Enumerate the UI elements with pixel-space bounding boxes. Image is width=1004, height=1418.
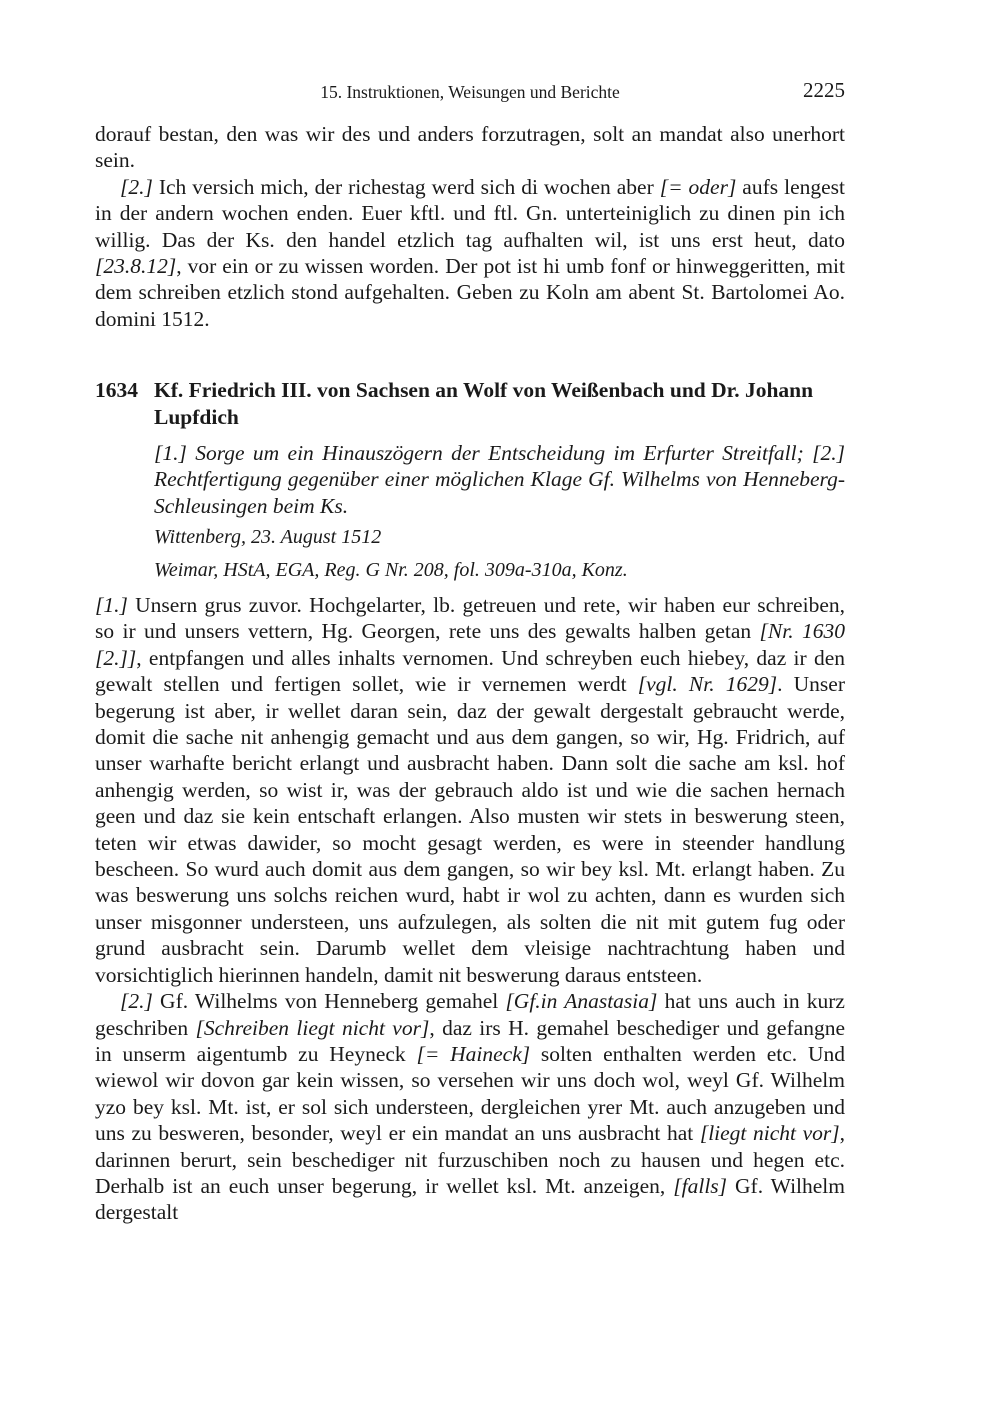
text-run: , entpfangen und alles inhalts vernomen. Und schreyben euch hiebey, daz ir den gewalt stellen und fertigen sollet, wie ir vernemen werdt xyxy=(95,645,845,697)
section-marker: [2.] xyxy=(120,174,153,199)
text-run: Gf. Wilhelms von Henneberg gemahel xyxy=(152,989,506,1014)
text-run: , daz irs H. gemahel beschediger und gefangne in unserm aigentumb zu Heyneck xyxy=(95,1015,845,1066)
editorial-note: [Nr. 1630 [2.]] xyxy=(95,619,845,670)
document-source: Weimar, HStA, EGA, Reg. G Nr. 208, fol. 309a-310a, Konz. xyxy=(154,559,628,581)
text-run: aufs lengest in der andern wochen enden. Euer kftl. und ftl. Gn. unterteiniglich zu dinen pin ich willig. Das der Ks. den handel etzlich tag aufhalten wil, ist uns erst heut, dato xyxy=(95,174,845,252)
previous-document-ending xyxy=(95,121,845,332)
document-place-date: Wittenberg, 23. August 1512 xyxy=(154,526,382,548)
text-run: Gf. Wilhelm dergestalt xyxy=(95,1173,845,1225)
running-head xyxy=(95,80,845,106)
editorial-note: [Schreiben liegt nicht vor] xyxy=(195,1015,430,1040)
text-run: , vor ein or zu wissen worden. Der pot ist hi umb fonf or hinweggeritten, mit dem schreiben etzlich stond aufgehalten. Geben zu Koln am abent St. Bartolomei Ao. domini 1512. xyxy=(95,254,845,331)
text-run: Ich versich mich, der richestag werd sich di wochen aber xyxy=(152,174,660,199)
document-number: 1634 xyxy=(95,378,138,402)
editorial-note: [liegt nicht vor] xyxy=(699,1121,840,1146)
text-run: Unsern grus zuvor. Hochgelarter, lb. getreuen und rete, wir haben eur schreiben, so ir und unsers vettern, Hg. Georgen, rete uns des gewalts halben getan xyxy=(95,593,845,644)
section-marker: [2.] xyxy=(120,989,153,1014)
document-regest: [1.] Sorge um ein Hinauszögern der Entscheidung im Erfurter Streitfall; [2.] Rechtfertigung gegenüber einer möglichen Klage Gf. Wilhelms von Henneberg-Schleusingen beim Ks. xyxy=(154,441,845,518)
document-body xyxy=(95,592,845,1226)
document-title: Kf. Friedrich III. von Sachsen an Wolf von Weißenbach und Dr. Johann Lupfdich xyxy=(154,378,814,429)
paragraph-section-2 xyxy=(95,988,845,1226)
section-marker: [1.] xyxy=(95,593,128,617)
paragraph-continuation: dorauf bestan, den was wir des und anders forzutragen, solt an mandat also unerhort sein. xyxy=(95,122,845,173)
text-run: . Unser begerung ist aber, ir wellet daran sein, daz der gewalt dergestalt gebraucht werde, domit die sache nit anhengig gemacht und aus dem gangen, so wir, Hg. Fridrich, auf unser warhafte bericht erlangt und ausbracht haben. Dann solt die sache am ksl. hof anhengig werden, so wist ir, was der gebrauch aldo ist und wie die sachen hernach geen und daz sie kein entschaft erlangen. Also musten wir stets in beswerung steen, teten wir etwas dawider, so mocht gesagt werden, es were in steender handlung bescheen. So wurd auch domit aus dem gangen, so wir bey ksl. Mt. erlangt haben. Zu was beswerung uns solchs reichen wurd, habt ir wol zu achten, dann es wurden sich unser misgonner understeen, uns aufzulegen, als solten die nit mit gutem fug oder grund ausbracht sein. Darumb wellet dem vleisige nachtrachtung haben und vorsichtiglich hierinnen handeln, damit nit beswerung daraus entsteen. xyxy=(95,672,845,987)
document-heading xyxy=(95,377,845,430)
editorial-note: [= oder] xyxy=(659,174,737,199)
text-run: , darinnen berurt, sein beschediger nit furzuschiben noch zu hausen und hegen etc. Derhalb ist an euch unser begerung, ir wellet ksl. Mt. anzeigen, xyxy=(95,1121,845,1198)
editorial-note: [23.8.12] xyxy=(95,254,177,279)
editorial-note: [Gf.in Anastasia] xyxy=(505,989,658,1014)
text-run: solten enthalten werden etc. Und wiewol wir dovon gar kein wissen, so versehen wir uns doch wol, weyl Gf. Wilhelm yzo bey ksl. Mt. ist, er sol sich understeen, dergleichen yrer Mt. auch anzugeben und uns zu besweren, besonder, weyl er ein mandat an uns ausbracht hat xyxy=(95,1041,845,1146)
editorial-note: [falls] xyxy=(673,1173,728,1198)
editorial-note: [vgl. Nr. 1629] xyxy=(637,672,778,697)
text-run: hat uns auch in kurz geschriben xyxy=(95,989,845,1040)
running-title: 15. Instruktionen, Weisungen und Berichte xyxy=(320,82,620,102)
page-number: 2225 xyxy=(803,78,845,102)
paragraph-section-2 xyxy=(95,174,845,332)
paragraph-section-1 xyxy=(95,592,845,988)
editorial-note: [= Haineck] xyxy=(416,1041,531,1066)
